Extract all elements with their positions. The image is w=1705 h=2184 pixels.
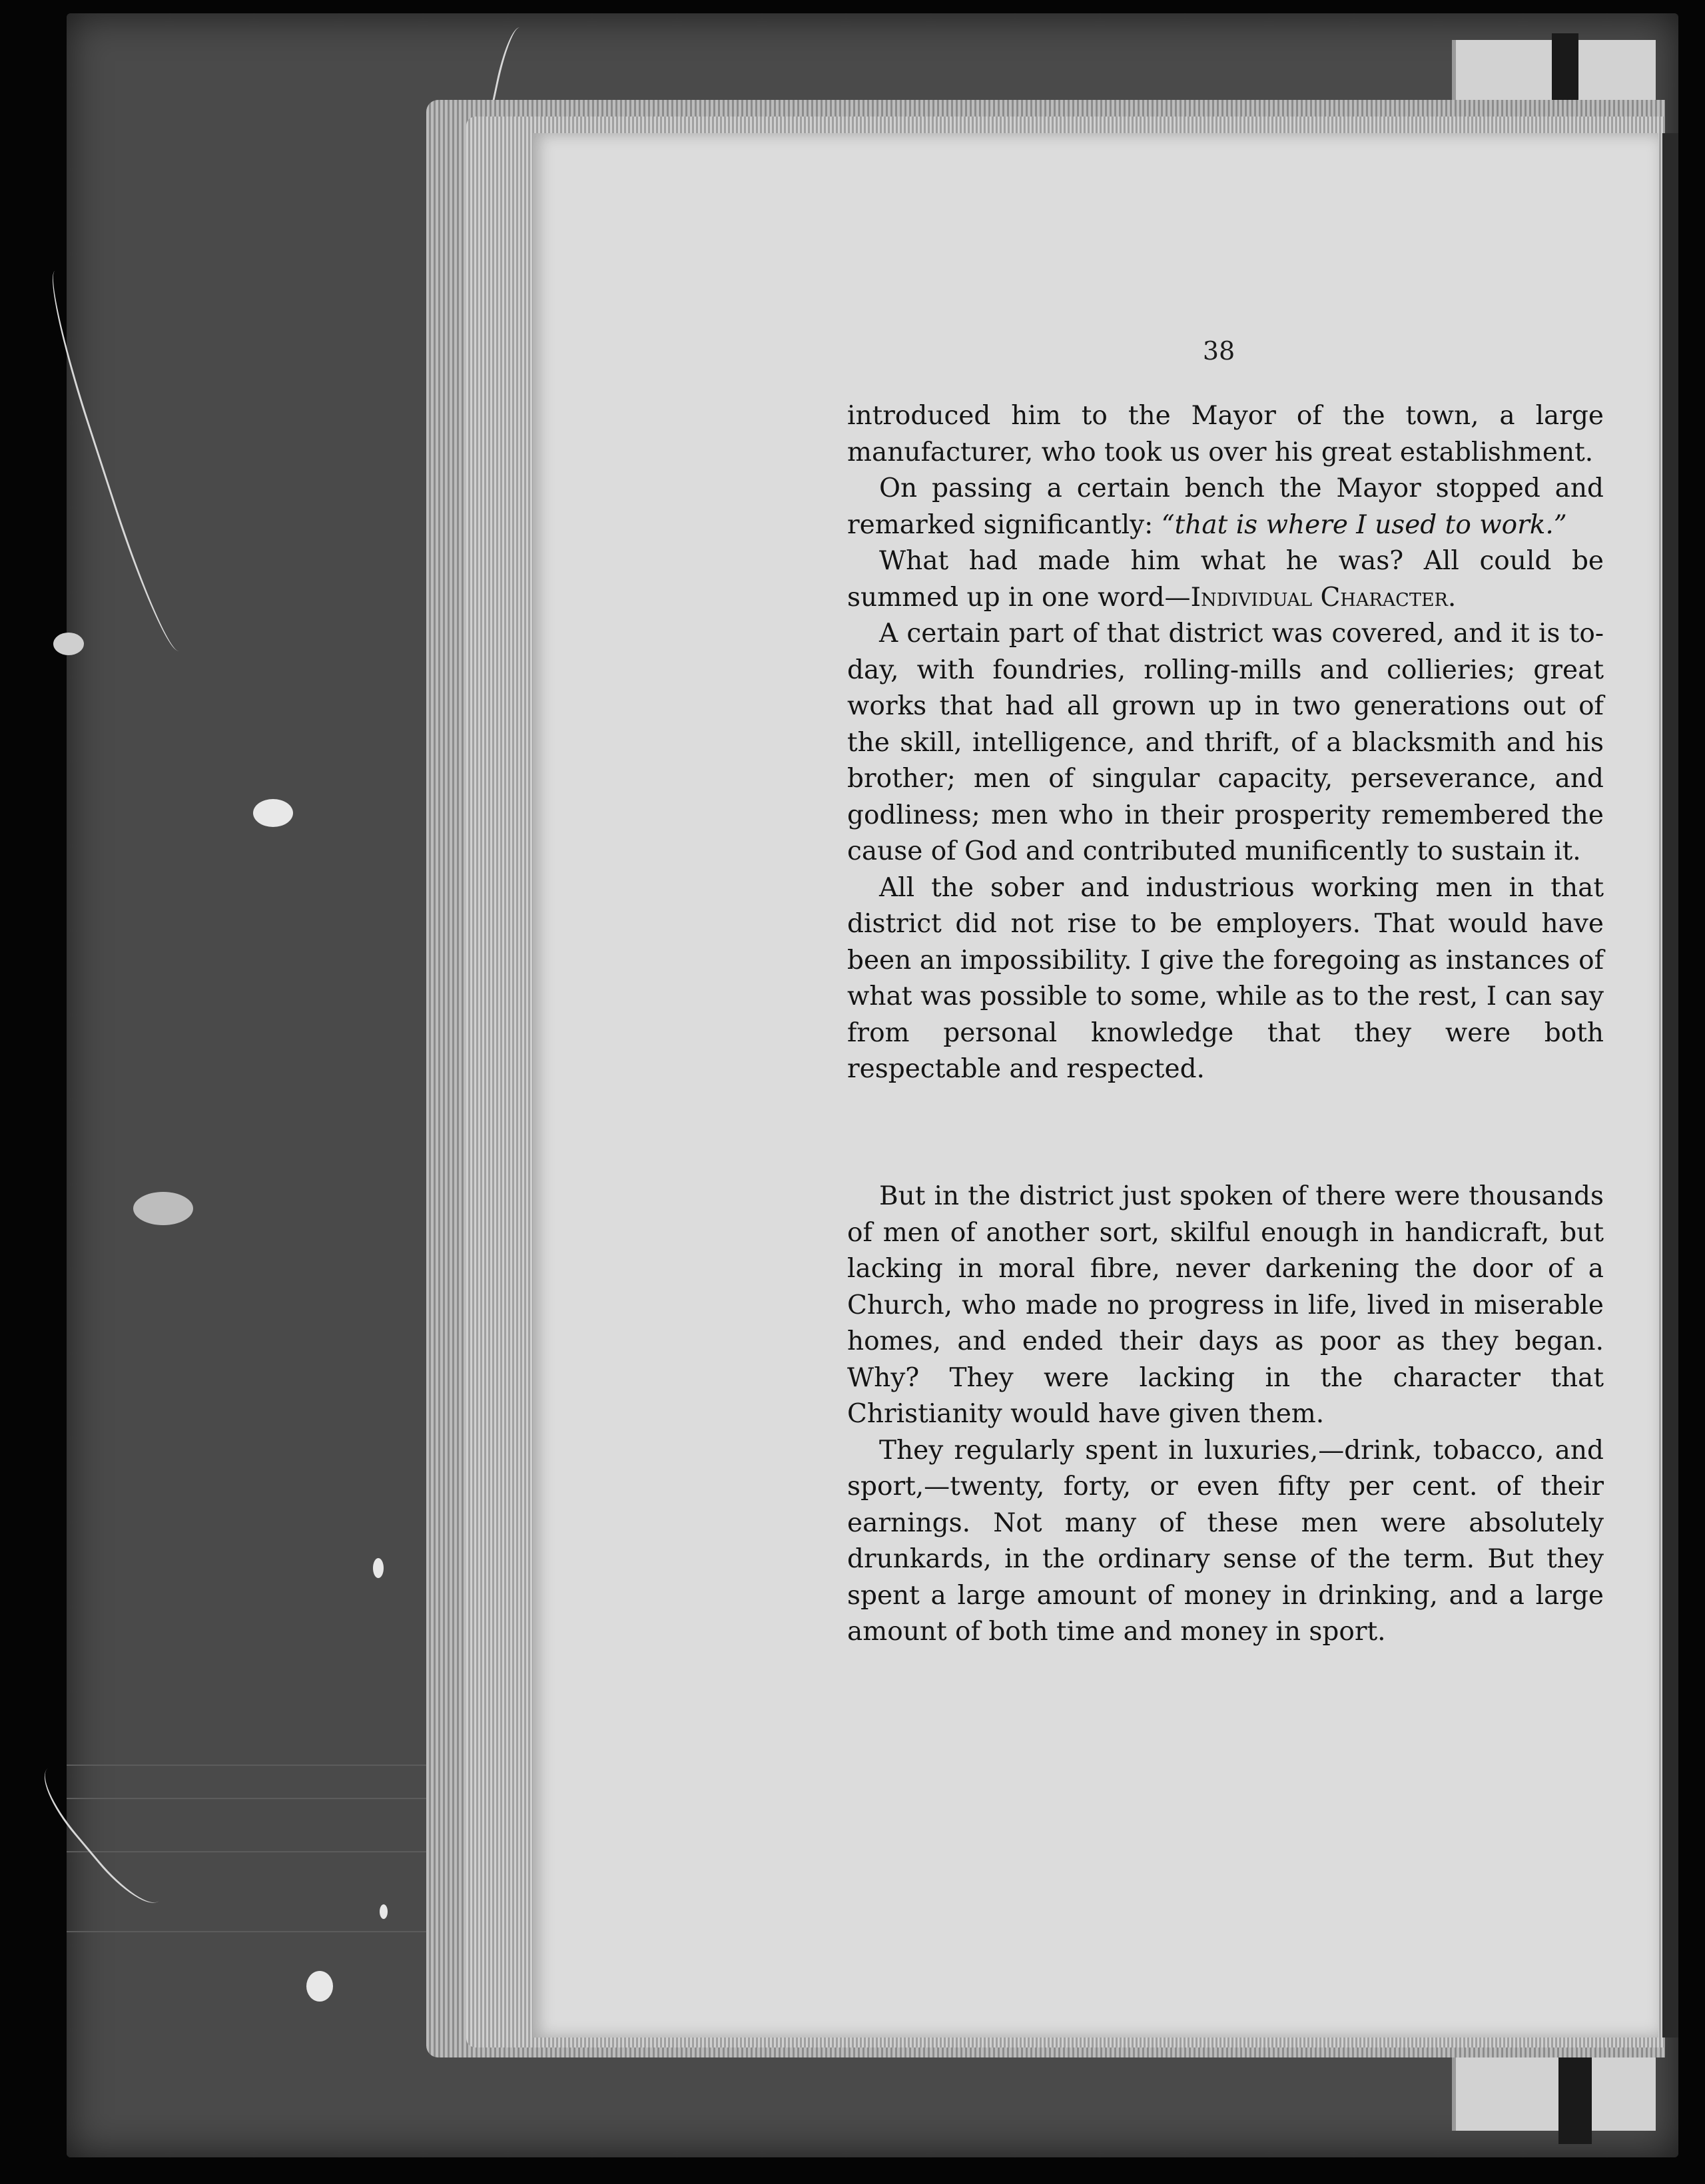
page-number: 38 (1202, 336, 1235, 366)
cover-streak (67, 1765, 426, 1766)
emphasis-text: Individual Character (1190, 582, 1448, 613)
paragraph: They regularly spent in luxuries,—drink, tobacco, and sport,—twenty, forty, or even fifty per cent. of their earnings. Not many of these men were absolutely drunkards, in the ordinary sense of the term. But they spent a large amount of money in drinking, and a large amount of both time and money in sport. (847, 1435, 1604, 1647)
text-section-1 (847, 398, 1604, 1088)
text-section-2 (847, 1179, 1604, 1651)
paragraph-text: On passing a certain bench the Mayor stopped and remarked significantly: (847, 473, 1604, 540)
paragraph (847, 471, 1604, 543)
cover-streak (67, 1931, 426, 1932)
cover-speck (53, 633, 84, 655)
paragraph-text: . (1447, 582, 1457, 613)
quotation: “that is where I used to work.” (1161, 509, 1567, 540)
cover-speck (380, 1904, 388, 1919)
cover-speck (253, 799, 293, 827)
cover-speck (373, 1558, 384, 1578)
paragraph: But in the district just spoken of there were thousands of men of another sort, skilful enough in handicraft, but lacking in moral fibre, never darkening the door of a Church, who made no progress in life, lived in miserable homes, and ended their days as poor as they began. Why? They were lacking in the character that Christianity would have given them. (847, 1181, 1604, 1429)
cover-speck (133, 1192, 193, 1225)
paragraph: introduced him to the Mayor of the town, a large manufacturer, who took us over his great establishment. (847, 401, 1604, 467)
cover-streak (67, 1798, 426, 1799)
paragraph: A certain part of that district was covered, and it is to-day, with foundries, rolling-mills and collieries; great works that had all grown up in two generations out of the skill, intelligence, and thrift, of a blacksmith and his brother; men of singular capacity, perseverance, and godliness; men who in their prosperity remembered the cause of God and contributed munificently to sustain it. (847, 619, 1604, 866)
paragraph (847, 543, 1604, 616)
cover-speck (306, 1971, 333, 2002)
page-gutter (1662, 133, 1678, 2038)
paragraph-text: What had made him what he was? All could be summed up in one word— (847, 546, 1604, 613)
paragraph: All the sober and industrious working men in that district did not rise to be employers. That would have been an impossibility. I give the foregoing as instances of what was possible to some, while as to the rest, I can say from personal knowledge that they were both respectable and respected. (847, 872, 1604, 1084)
